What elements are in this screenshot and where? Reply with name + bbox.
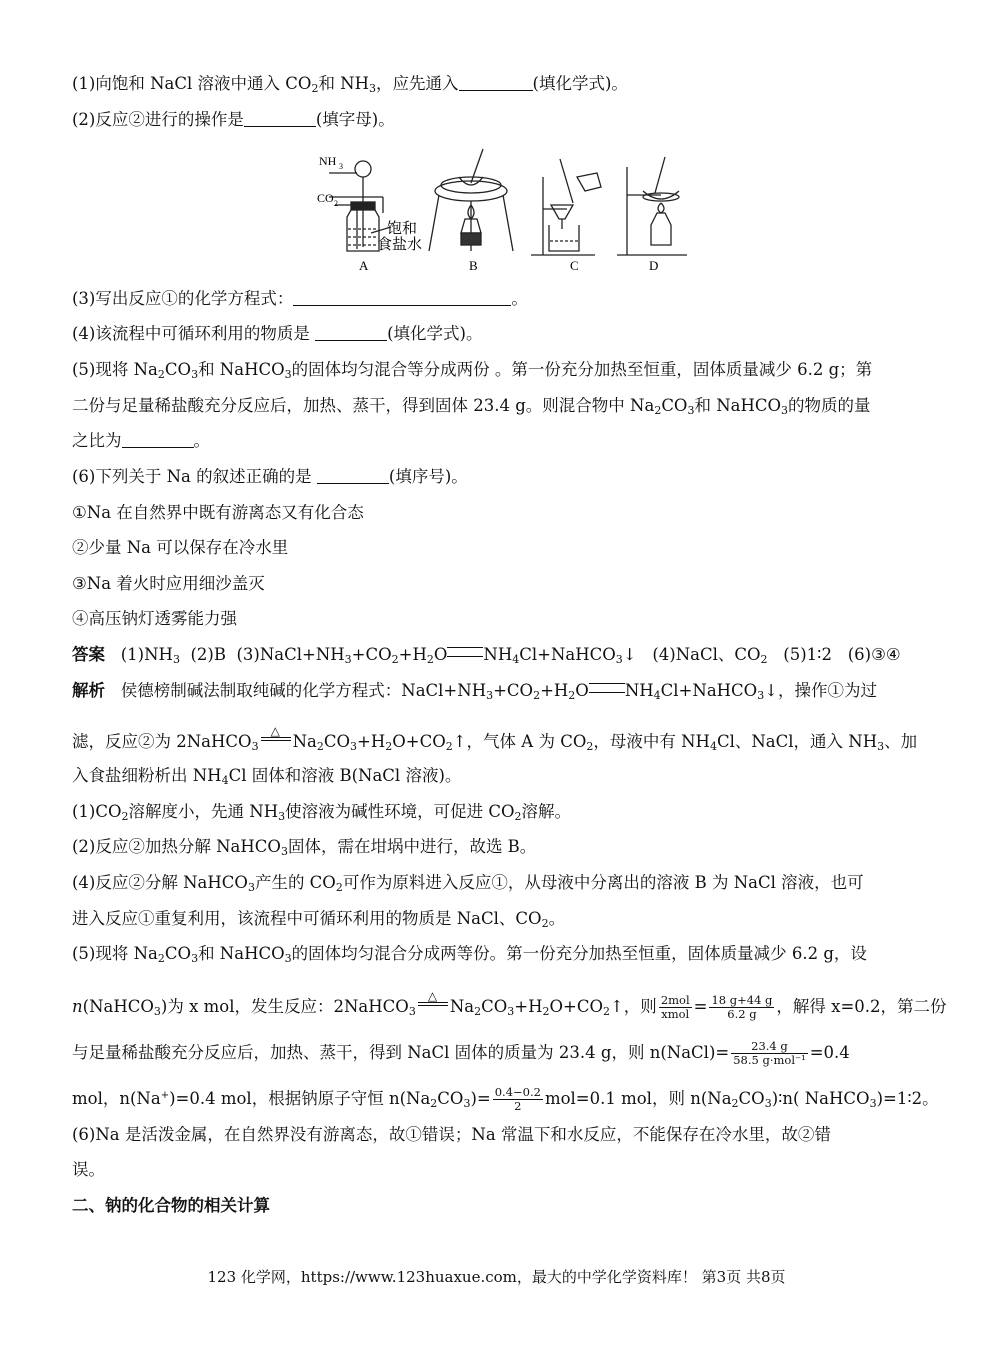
label-a: A	[359, 258, 369, 273]
fraction: $\frac{23.4 g}{\text{58.5 g·mol⁻¹}}$	[733, 1039, 806, 1067]
option-1: ①Na 在自然界中既有游离态又有化合态	[72, 503, 364, 522]
analysis-line-2: 滤，反应②为 2NaHCO$_3$ △ $Na_2CO_3+H_2O+CO_2↑$，气体 A 为 $CO_2$，母液中有 $NH_4Cl$、NaCl，通入 $NH_3$、加	[72, 724, 918, 753]
question-4: (4)该流程中可循环利用的物质是 (填化学式)。	[72, 324, 483, 343]
page-footer: 123 化学网，https://www.123huaxue.com，最大的中学化学资料库！ 第3页 共8页	[207, 1268, 786, 1286]
apparatus-figure	[305, 147, 690, 275]
analysis-line-9: n(NaHCO$_3$)为 x mol，发生反应：2NaHCO$_3$ △ $Na_2CO_3+H_2O+CO_2↑$，则 $\frac{\text{2mol}}{\text{xmol}}$ = $\frac{18 g+44 g}{6.2 g}$ ，解得 x=0.2，第二份	[72, 989, 947, 1021]
analysis-line-10: 与足量稀盐酸充分反应后，加热、蒸干，得到 NaCl 固体的质量为 23.4 g，则 n(NaCl)= $\frac{23.4 g}{\text{58.5 g·mol⁻¹}}$ =0.4	[72, 1039, 850, 1067]
option-4: ④高压钠灯透雾能力强	[72, 609, 237, 628]
option-2: ②少量 Na 可以保存在冷水里	[72, 538, 289, 557]
label-b: B	[469, 258, 478, 273]
heat-condition-sign: △	[259, 731, 293, 749]
fraction: $\frac{18 g+44 g}{6.2 g}$	[711, 993, 773, 1021]
analysis-line-12: (6)Na 是活泼金属，在自然界没有游离态，故①错误；Na 常温下和水反应，不能保存在冷水里，故②错	[72, 1125, 831, 1144]
apparatus-c	[531, 159, 601, 255]
saturated-label: 饱和	[387, 219, 418, 237]
question-1: (1)向饱和 NaCl 溶液中通入 $CO_2$和 $NH_3$，应先通入 (填化学式)。	[72, 74, 628, 95]
analysis-line-7: 进入反应①重复利用，该流程中可循环利用的物质是 NaCl、$CO_2$。	[72, 909, 566, 930]
equals-sign	[589, 683, 625, 693]
question-3: (3)写出反应①的化学方程式： 。	[72, 289, 528, 308]
svg-text:2: 2	[334, 199, 338, 208]
answer-blank[interactable]	[244, 111, 316, 127]
question-5-line-1: (5)现将 $Na_2CO_3$和 NaHCO$_3$的固体均匀混合等分成两份 。第一份充分加热至恒重，固体质量减少 6.2 g；第	[72, 360, 873, 381]
fraction: $\frac{\text{2mol}}{\text{xmol}}$	[660, 993, 690, 1021]
answer-blank[interactable]	[459, 75, 533, 91]
question-5-line-2: 二份与足量稀盐酸充分反应后，加热、蒸干，得到固体 23.4 g。则混合物中 $Na_2CO_3$和 NaHCO$_3$的物质的量	[72, 396, 871, 417]
heat-condition-sign: △	[416, 996, 450, 1014]
answer-blank[interactable]	[317, 468, 389, 484]
question-5-line-3: 之比为 。	[72, 431, 210, 450]
answer-blank[interactable]	[315, 325, 387, 341]
analysis-label: 解析	[72, 681, 105, 700]
svg-text:3: 3	[339, 162, 343, 171]
label-c: C	[570, 258, 579, 273]
nh3-label: NH	[319, 154, 337, 168]
question-2: (2)反应②进行的操作是 (填字母)。	[72, 110, 395, 129]
analysis-line-1: 解析 侯德榜制碱法制取纯碱的化学方程式：$NaCl+NH_3+CO_2+H_2O$ $NH_4Cl+NaHCO_3↓$，操作①为过	[72, 681, 878, 702]
question-6: (6)下列关于 Na 的叙述正确的是 (填序号)。	[72, 467, 468, 486]
analysis-line-8: (5)现将 $Na_2CO_3$和 NaHCO$_3$的固体均匀混合分成两等份。第一份充分加热至恒重，固体质量减少 6.2 g，设	[72, 944, 867, 965]
answer-label: 答案	[72, 645, 105, 664]
apparatus-d	[617, 157, 687, 255]
equals-sign	[447, 647, 483, 657]
section-heading: 二、钠的化合物的相关计算	[72, 1196, 270, 1215]
fraction: $\frac{0.4-0.2}{2}$	[494, 1085, 541, 1113]
analysis-line-6: (4)反应②分解 NaHCO$_3$产生的 $CO_2$可作为原料进入反应①，从母液中分离出的溶液 B 为 NaCl 溶液，也可	[72, 873, 864, 894]
analysis-line-11: mol，n(Na+)=0.4 mol，根据钠原子守恒 $n(Na_2CO_3)=$ $\frac{0.4-0.2}{2}$ mol=0.1 mol，则 $n(Na_2CO_3)∶n$( NaHCO$_3$)=1∶2。	[72, 1085, 939, 1113]
analysis-line-5: (2)反应②加热分解 NaHCO$_3$固体，需在坩埚中进行，故选 B。	[72, 837, 537, 858]
answer-line: 答案 $(1)NH_3$ (2)B $(3)NaCl+NH_3+CO_2+H_2O$ $NH_4Cl+NaHCO_3↓$ (4)NaCl、$CO_2$ (5)1∶2 (6)③④	[72, 645, 901, 666]
analysis-line-13: 误。	[72, 1160, 105, 1179]
analysis-line-3: 入食盐细粉析出 $NH_4Cl$ 固体和溶液 B(NaCl 溶液)。	[72, 766, 462, 787]
option-3: ③Na 着火时应用细沙盖灭	[72, 574, 265, 593]
brine-label: 食盐水	[377, 235, 423, 253]
co2-label: CO	[317, 191, 334, 205]
analysis-line-4: $(1)CO_2$溶解度小，先通 $NH_3$使溶液为碱性环境，可促进 $CO_2$溶解。	[72, 802, 572, 823]
apparatus-b	[429, 149, 513, 251]
answer-blank[interactable]	[293, 290, 511, 306]
label-d: D	[649, 258, 659, 273]
answer-blank[interactable]	[122, 432, 194, 448]
